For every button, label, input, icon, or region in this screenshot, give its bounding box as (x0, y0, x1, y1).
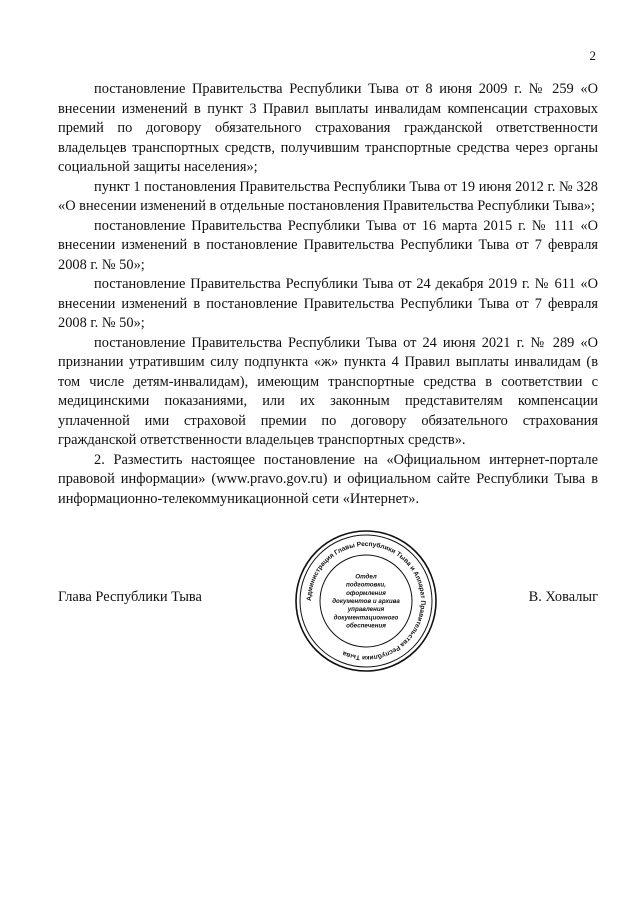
signatory-name: В. Ховалыг (528, 589, 598, 605)
seal-center-line: Отдел (355, 573, 377, 581)
seal-center-text (332, 573, 400, 629)
paragraph-3: постановление Правительства Республики Тыва от 16 марта 2015 г. № 111 «О внесении изменений в постановление Правительства Республики Тыва от 7 февраля 2008 г. № 50»; (58, 217, 598, 273)
seal-center-line: подготовки, (346, 581, 386, 589)
signatory-position: Глава Республики Тыва (58, 589, 202, 605)
document-body (58, 80, 598, 509)
paragraph-1: постановление Правительства Республики Тыва от 8 июня 2009 г. № 259 «О внесении изменений в пункт 3 Правил выплаты инвалидам компенсации страховых премий по договору обязательного страхования гражданской ответственности владельцев транспортных средств, получившим транспортные средства через органы социальной защиты населения»; (58, 81, 598, 175)
seal-center-line: оформления (346, 589, 386, 597)
official-seal (292, 527, 440, 675)
seal-ring-text: Администрация Главы Республики Тыва и Аппарат Правительства Республики Тыва (305, 540, 427, 662)
official-seal-graphic (292, 527, 440, 675)
seal-center-line: обеспечения (346, 622, 386, 630)
seal-center-line: управления (347, 606, 385, 614)
page-number: 2 (589, 48, 596, 63)
paragraph-2: пункт 1 постановления Правительства Республики Тыва от 19 июня 2012 г. № 328 «О внесении изменений в отдельные постановления Правительства Республики Тыва»; (58, 178, 598, 214)
seal-center-line: документов и архива (332, 598, 400, 605)
seal-center-line: документационного (333, 614, 399, 622)
paragraph-4: постановление Правительства Республики Тыва от 24 декабря 2019 г. № 611 «О внесении изменений в постановление Правительства Республики Тыва от 7 февраля 2008 г. № 50»; (58, 276, 598, 331)
paragraph-6: 2. Разместить настоящее постановление на «Официальном интернет-портале правовой информации» (www.pravo.gov.ru) и официальном сайте Республики Тыва в информационно-телекоммуникационной сети «Интернет». (58, 451, 598, 507)
paragraph-5: постановление Правительства Республики Тыва от 24 июня 2021 г. № 289 «О признании утратившим силу подпункта «ж» пункта 4 Правил выплаты инвалидам (в том числе детям-инвалидам), имеющим транспортные средства в соответствии с медицинскими показаниями, или их законным представителям компенсации уплаченной ими страховой премии по договору обязательного страхования гражданской ответственности владельцев транспортных средств». (58, 334, 598, 448)
